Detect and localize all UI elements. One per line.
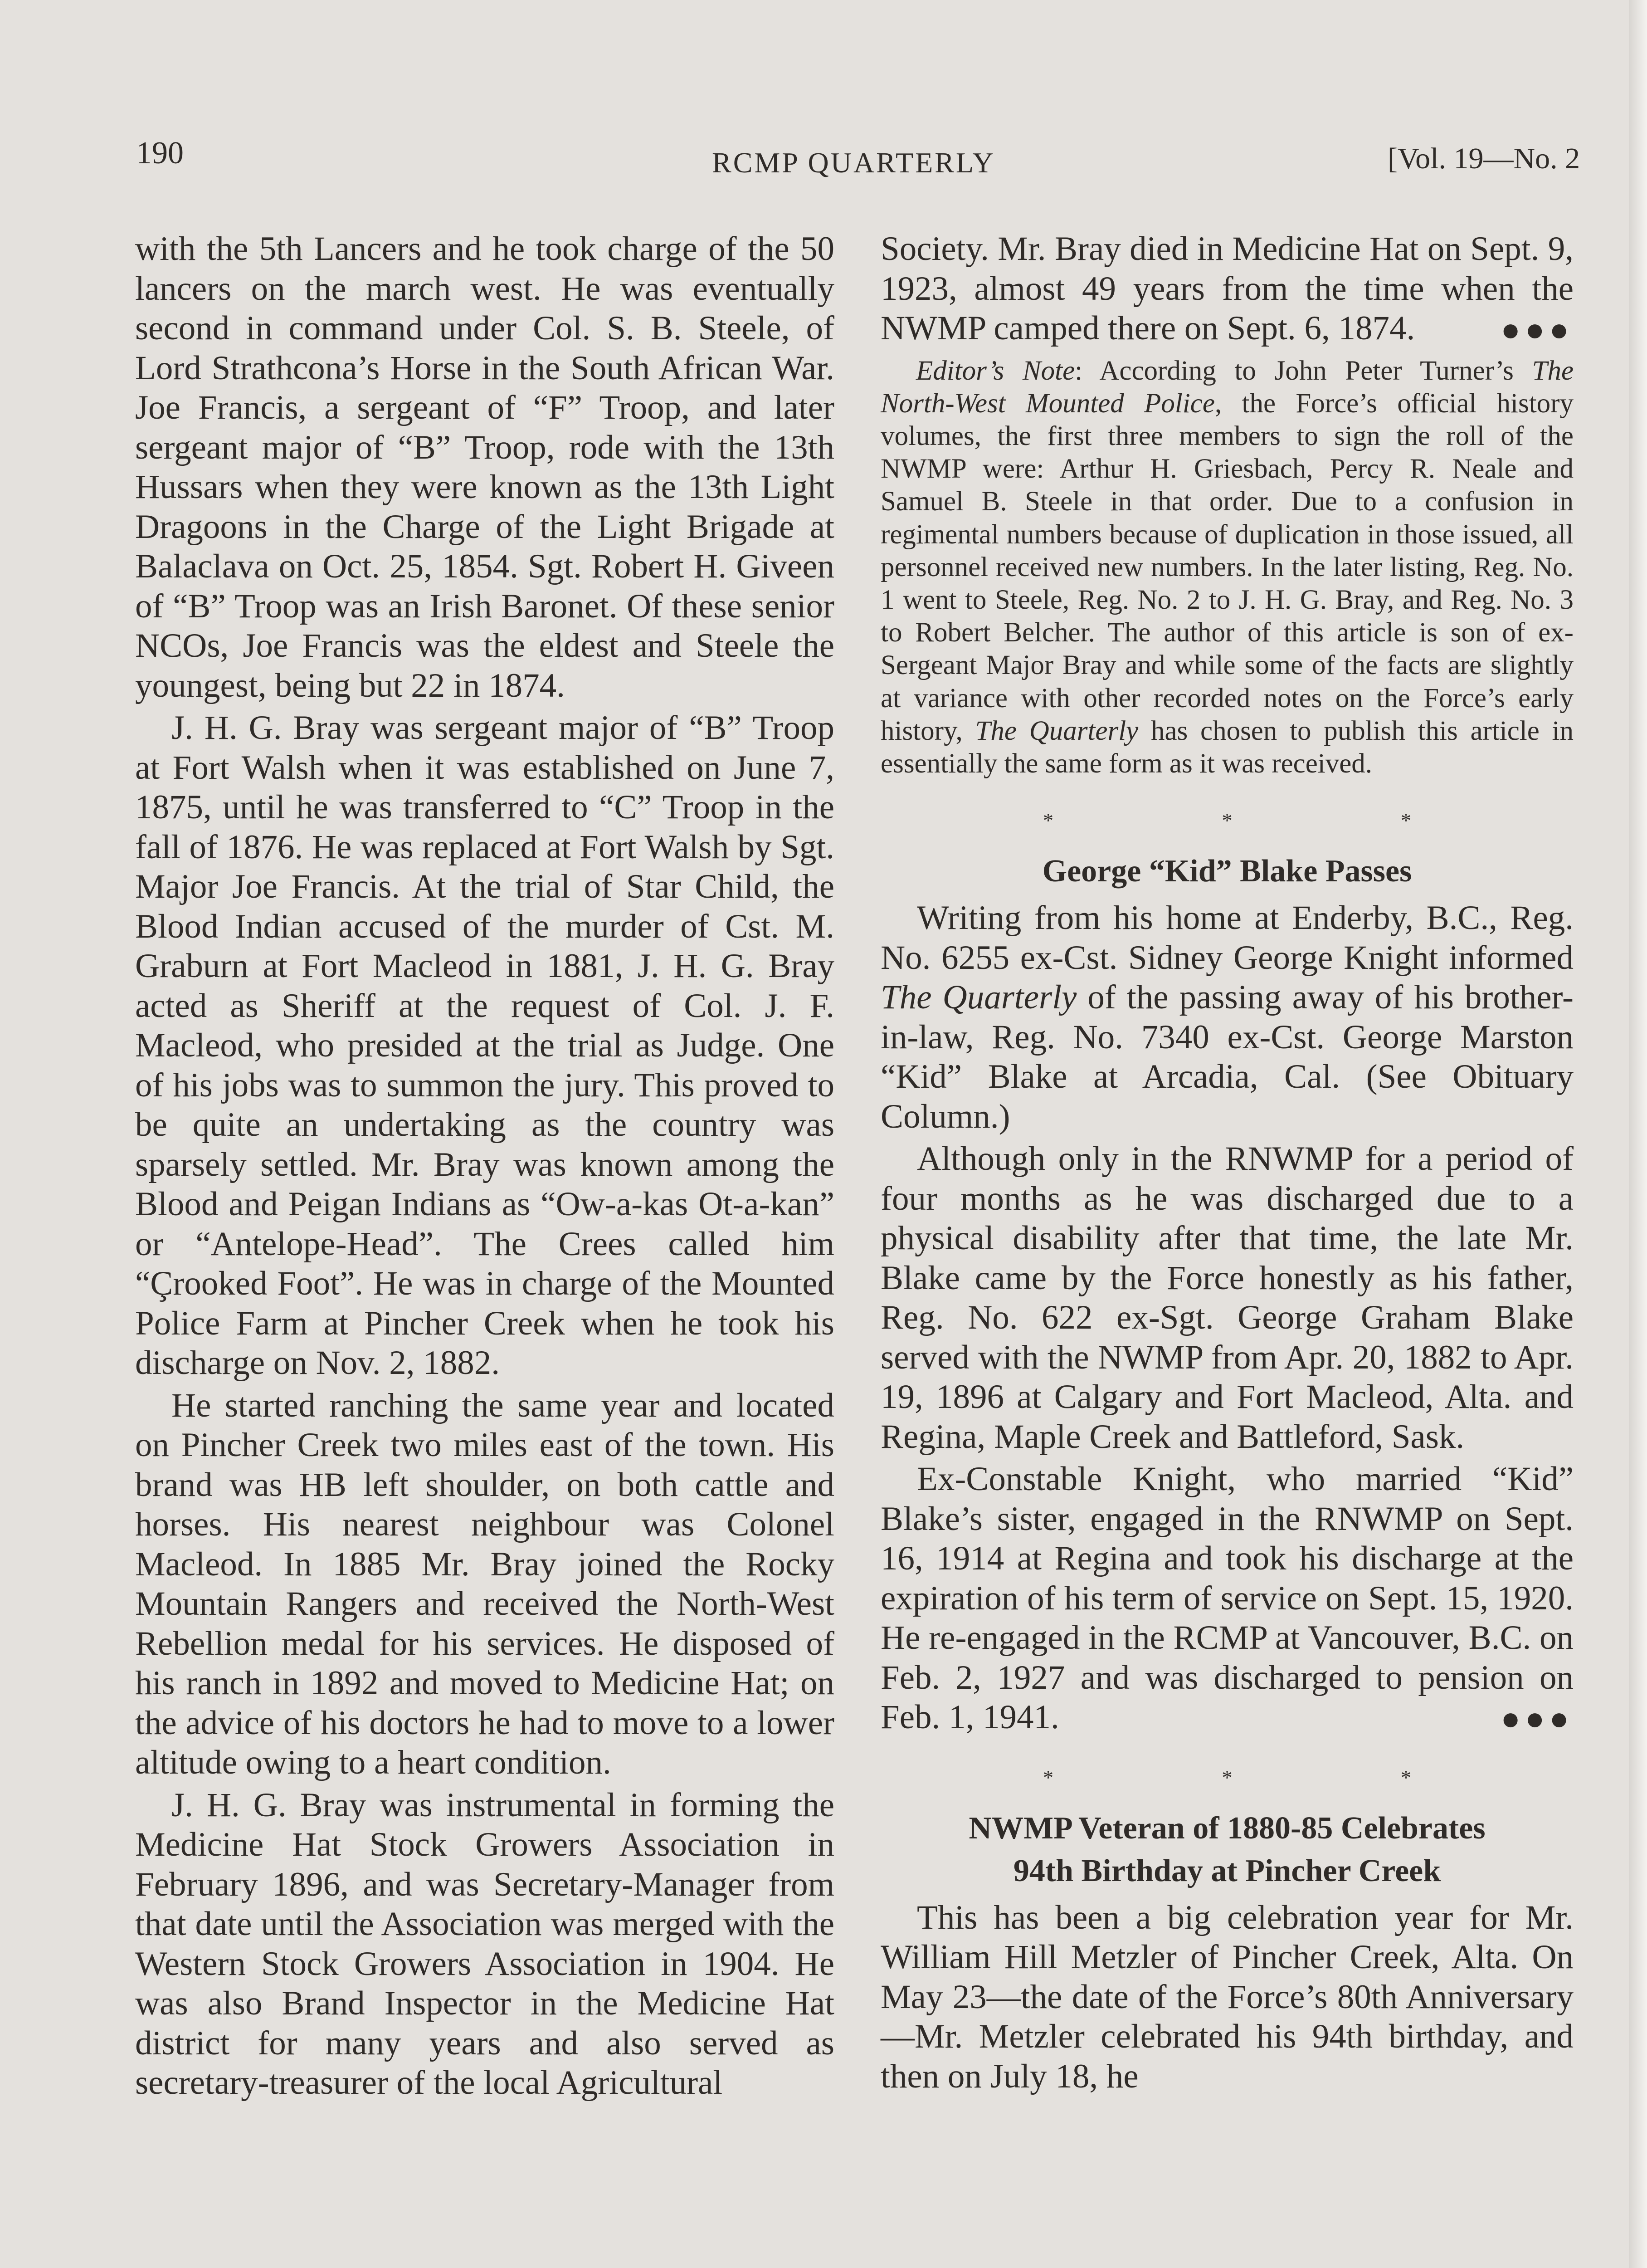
article-heading: George “Kid” Blake Passes [1042, 854, 1412, 889]
article-continuation [881, 229, 1574, 348]
volume-issue: [Vol. 19—No. 2 [1388, 142, 1580, 175]
section-separator: * * * [1043, 1765, 1493, 1789]
magazine-title: The Quarterly [881, 978, 1077, 1017]
section-separator: * * * [1043, 809, 1493, 832]
left-column [135, 229, 834, 2103]
book-title: The North-West Mounted Police [881, 355, 1574, 419]
paragraph: He started ranching the same year and located on Pincher Creek two miles east of the town. His brand was HB left shoulder, on both cattle and horses. His nearest neighbour was Colonel Macleod. In 1885 Mr. Bray joined the Rocky Mountain Rangers and received the North-West Rebellion medal for his services. He disposed of his ranch in 1892 and moved to Medicine Hat; on the advice of his doctors he had to move to a lower altitude owing to a heart condition. [135, 1386, 834, 1781]
paragraph: Although only in the RNWMP for a period of four months as he was discharged due to a physical disability after that time, the late Mr. Blake came by the Force honestly as his father, Reg. No. 622 ex-Sgt. George Graham Blake served with the NWMP from Apr. 20, 1882 to Apr. 19, 1896 at Calgary and Fort Macleod, Alta. and Regina, Maple Creek and Battleford, Sask. [881, 1140, 1574, 1456]
page-number: 190 [136, 136, 184, 171]
paragraph: with the 5th Lancers and he took charge of the 50 lancers on the march west. He was eventually second in command under Col. S. B. Steele, of Lord Strathcona’s Horse in the South African War. Joe Francis, a sergeant of “F” Troop, and later sergeant major of “B” Troop, rode with the 13th Hussars when they were known as the 13th Light Dragoons in the Charge of the Light Brigade at Balaclava on Oct. 25, 1854. Sgt. Robert H. Giveen of “B” Troop was an Irish Baronet. Of these senior NCOs, Joe Francis was the eldest and Steele the youngest, being but 22 in 1874. [135, 230, 834, 704]
editors-note [881, 355, 1574, 781]
right-column [881, 229, 1574, 2096]
running-header [0, 0, 1647, 195]
end-mark: ●●● [1501, 1701, 1574, 1737]
paragraph: J. H. G. Bray was instrumental in forming the Medicine Hat Stock Growers Association in February 1896, and was Secretary-Manager from that date until the Association was merged with the Western Stock Growers Association in 1904. He was also Brand Inspector in the Medicine Hat district for many years and also served as secretary-treasurer of the local Agricultural [135, 1786, 834, 2102]
paragraph: This has been a big celebration year for Mr. William Hill Metzler of Pincher Creek, Alta. On May 23—the date of the Force’s 80th Anniversary—Mr. Metzler celebrated his 94th birthday, and then on July 18, he [881, 1898, 1574, 2095]
editors-note-label: Editor’s Note [916, 355, 1075, 386]
continuation-text: Society. Mr. Bray died in Medicine Hat on Sept. 9, 1923, almost 49 years from the time when the NWMP camped there on Sept. 6, 1874. [881, 230, 1574, 347]
editors-note-text: , the Force’s official history volumes, the first three members to sign the roll of the NWMP were: Arthur H. Griesbach, Percy R. Neale and Samuel B. Steele in that order. Due to a confusion in regimental numbers because of duplication in those issued, all personnel received new numbers. In the later listing, Reg. No. 1 went to Steele, Reg. No. 2 to J. H. G. Bray, and Reg. No. 3 to Robert Belcher. The author of this article is son of ex-Sergeant Major Bray and while some of the facts are slightly at variance with other recorded notes on the Force’s early history, [881, 388, 1574, 746]
editors-note-text: has chosen to publish this article in essentially the same form as it was received. [881, 715, 1574, 779]
paragraph: Ex-Constable Knight, who married “Kid” Blake’s sister, engaged in the RNWMP on Sept. 16, 1914 at Regina and took his discharge at the expiration of his term of service on Sept. 15, 1920. He re-engaged in the RCMP at Vancouver, B.C. on Feb. 2, 1927 and was discharged to pension on Feb. 1, 1941. ●●● [881, 1459, 1574, 1737]
journal-title: RCMP QUARTERLY [712, 147, 995, 179]
paragraph: J. H. G. Bray was sergeant major of “B” Troop at Fort Walsh when it was established on June 7, 1875, until he was transferred to “C” Troop in the fall of 1876. He was replaced at Fort Walsh by Sgt. Major Joe Francis. At the trial of Star Child, the Blood Indian accused of the murder of Cst. M. Graburn at Fort Macleod in 1881, J. H. G. Bray acted as Sheriff at the request of Col. J. F. Macleod, who presided at the trial as Judge. One of his jobs was to summon the jury. This proved to be quite an undertaking as the country was sparsely settled. Mr. Bray was known among the Blood and Peigan Indians as “Ow-a-kas Ot-a-kan” or “Antelope-Head”. The Crees called him “Çrooked Foot”. He was in charge of the Mounted Police Farm at Pincher Creek when he took his discharge on Nov. 2, 1882. [135, 709, 834, 1382]
magazine-title: The Quarterly [975, 715, 1139, 746]
editors-note-text: : According to John Peter Turner’s [1075, 355, 1532, 386]
page-edge [1629, 0, 1647, 2268]
end-mark: ●●● [1501, 312, 1574, 348]
paragraph: Writing from his home at Enderby, B.C., Reg. No. 6255 ex-Cst. Sidney George Knight informed The Quarterly of the passing away of his brother-in-law, Reg. No. 7340 ex-Cst. George Marston “Kid” Blake at Arcadia, Cal. (See Obituary Column.) [881, 899, 1574, 1135]
article-heading: NWMP Veteran of 1880-85 Celebrates 94th Birthday at Pincher Creek [969, 1810, 1486, 1888]
